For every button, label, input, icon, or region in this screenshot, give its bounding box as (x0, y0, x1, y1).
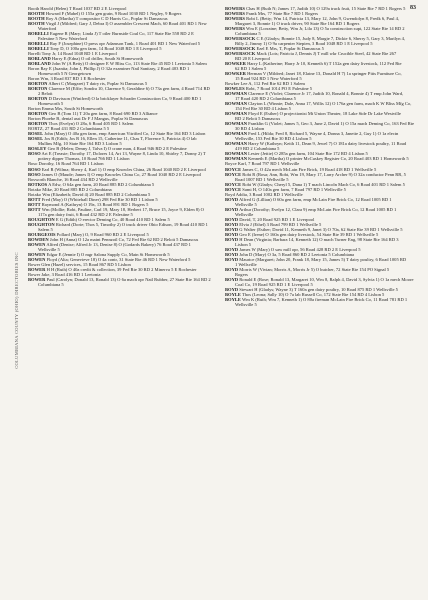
directory-entry: BORLAND John W (A Betty) O designer E W Bliss Co, 113 State Rte 45 RD 1 Leetonia 5 Salem (28, 61, 207, 67)
directory-entry: BOWERS Chas H (Ruth N; James 17, Judith 10) O 129a truck fruit, 15 State Rte 7 RD 1 Rogers 5 (225, 6, 406, 11)
directory-entry: BOWMAN Floyd E (Esther) O projectionist Mt Union Theater, 18 Lake Side Dr Lake Westville (225, 111, 401, 117)
directory-entry: BOWMAN Lester (Jettie) O 285a gen farm, 104 State Rte 172 RD 4 Lisbon 5 (225, 151, 368, 157)
directory-entry: BOOTH Virgil J (Mildred; Gary J, Debra I) O assembler Crescent Mach, 60 Road 401 RD 1 New (28, 21, 207, 27)
directory-entry-continued: pottery dipper Thomas, 10 Road 766 RD 1 Lisbon (38, 156, 130, 162)
directory-entry: BOSEL Jos R (Edith; Jos R 16, Ellen 15, Catherine 11, Chas T, Florence 5, Patricia 4) O lab (28, 136, 197, 142)
directory-entry: BORTON Geo B (Tom 11) T 20a gen farm, 8 Road 690 RD 3 Alliance (28, 111, 158, 117)
directory-entry: BOSO Earl R (Wilma; Sherry 4, Karl 1) O emp Knowles China, 26 Road 1040 RD 2 E Liverpool (28, 166, 206, 172)
side-margin-text (11, 80, 21, 540)
right-column (225, 6, 417, 307)
directory-entry-continued: 419 RD 2 Columbiana 5 (235, 146, 280, 152)
directory-entry: Borelli Tony Jr, 14 Road 1048 RD 1 E Liverpool (28, 51, 117, 57)
directory-entry: Boyce Karl, 7 Road 797 RD 1 Wellsville (225, 161, 300, 167)
directory-entry-continued: Homeworth 5 N Georgetown (38, 71, 92, 77)
directory-entry-continued: 117a gen dairy fruit, 6 Road 432 RD 2 E Palestine 5 (38, 211, 133, 217)
directory-entry: BOWEN Edgar E (Jennie I) O mgr Salona Supply Co, Main St Homeworth 5 (28, 251, 170, 257)
directory-entry-continued: RD 2 Beloit 5 Damascus (235, 116, 281, 122)
directory-entry: Boron Ray E (Juanita; John J, Phillip J) O 32a examiner Natl Sanitary, 2 Road 403 RD 1 (28, 66, 190, 72)
directory-entry: BOSO James O (Maude; James I) O emp Knowles China Co, 27 Road 1040 RD 2 E Liverpool (28, 171, 202, 177)
directory-entry: BOWERS Wm E (Lorraine; Betty, Wm Jr, Lila 13) O 5a construction supt, 122 State Rte 14 RD 2 (225, 26, 405, 32)
directory-entry: BOYD Arthur (Dorothy; Evelyn 12, Clara 9) emp McLain Fire Brick Co, 12 Road 1005 RD 1 (225, 206, 397, 212)
directory-entry: BOWMAN Kenneth E (Martha) O printer McCuskey Register Co, 20 Road 403 RD 1 Homeworth 5 (225, 156, 409, 162)
directory-entry-continued: Wellsville, 153 Fed Rte 30 RD 4 Lisbon 5 (235, 136, 312, 142)
directory-entry: BOYD John D (Mary) O 3a, 5 Road 860 RD 2 Leetonia 5 Columbiana (225, 251, 355, 257)
directory-entry: BOTKOS A Edw, O 64a gen farm, 20 Road 885 RD 2 Columbiana 5 (28, 181, 155, 187)
directory-entry-continued: 30 RD 4 Lisbon (235, 126, 265, 132)
directory-entry-continued: 154 Fed Rte 30 RD 4 Lisbon 5 (235, 106, 291, 112)
directory-entry: Boso Dorothy, 16 Road 764 RD 1 Lisbon (28, 161, 104, 167)
directory-entry: BOYCE Robt R (Rosa; Ann, Robt, Wm 19, Mary 17, Larry Archer 9) O 32a conductor Penn RR, 5 (225, 171, 406, 177)
directory-entry: BOYD Stewart H (Gladys; Wayne 3) T 160a gen dairy poultry, 10 Road 875 RD 1 Wellsville 5 (225, 286, 398, 292)
directory-entry: Bowker Lee A, 112 Fed Rte 62 RD 1 Salem (225, 81, 305, 87)
left-column (28, 6, 218, 287)
directory-entry-continued: 17 Road 420 RD 2 Columbiana 5 (235, 96, 296, 102)
directory-entry-continued: Homeworth 5 (38, 101, 64, 107)
directory-entry-continued: Rogers (235, 271, 248, 277)
directory-entry: Booth Harold (Helen) T Road 1037 RD 2 E Liverpool (28, 6, 127, 11)
directory-entry: BOWDEN John H (Anna) O 12a maint Pennzoil Co, 72 Fed Rte 62 RD 2 Beloit 5 Damascus (28, 236, 199, 242)
directory-entry: BOWERS Frank Mrs, 77 State Rte 7 RD 1 Rogers (225, 11, 318, 17)
directory-entry-continued: Mullins Mfg, 10 State Rte 164 RD 3 Lisbon 5 (38, 141, 122, 147)
directory-entry: BOYD Geo E (Irene) O 160a gen dairy livestock, 54 State Rte 39 RD 1 Wellsville 5 (225, 231, 379, 237)
directory-entry: BOTT Raymond A (Kathryn) O 19a, 13 Road 891 RD 1 Rogers 5 (28, 201, 149, 207)
directory-entry-continued: Lisbon 5 (235, 241, 252, 247)
directory-entry-continued: Wellsville (235, 211, 254, 217)
directory-entry-continued: Palestine 5 New Waterford (38, 36, 87, 42)
directory-entry-continued: Billy 2, Jimmy 1) O 9a carpenter Stepien, 3 Road 1048 RD 1 E Liverpool 5 (235, 41, 373, 47)
directory-entry-continued: RD 20 E Liverpool (235, 56, 270, 62)
directory-entry: BOSEL John (Mary) O 40a gen farm, emp American Vitrified Co, 12 State Rte 164 RD 3 Lisbon (28, 131, 206, 137)
directory-entry: BOYCE Robt W (Gladys; Cheryl 5, Dana 1) T mach Lincoln Mach Co, 6 Road 401 RD 1 Salem 5 (225, 181, 405, 187)
directory-entry: Boyd Addia, 3 Road 1002 RD 1 Wellsville (225, 191, 303, 197)
directory-entry: BOYD David, T, 20 Road 925 RD 1 E Liverpool (225, 216, 315, 222)
directory-entry: BOYD Maurice (Margaret; John 20, Frank 18, Mary 15, James 5) T dairy poultry, 6 Road 1005 RD (225, 256, 407, 262)
directory-entry: Borton Emma Mrs, South St Homeworth (28, 106, 103, 112)
directory-entry: BOYD James W (Mary) O saw mill opr, 56 Road 428 RD 2 E Liverpool 5 (225, 246, 361, 252)
directory-entry: BOYD Elvia J (Ethel) 3 Road 799 RD 1 Wellsville 5 (225, 221, 322, 227)
directory-entry: BOWMAN Clarence E (Violet; Clarence Jr 17, Judith 10, Ronald 4, Bonnie 4) T emp John Ward, (225, 91, 404, 97)
directory-entry: BOWKER Herman V (Mildred; Janet 18, Elaine 13, Donald H 7) 1a springer Pitts Furniture Co, (225, 71, 402, 77)
directory-entry: BOUGHTON E G (Edith) O erector Deming Co, 40 Road 410 RD 1 Salem 5 (28, 216, 170, 222)
directory-entry: BOWEN Floyd (Alta; Genevieve 18) O 4a contr, 31 State Rte 46 RD 1 New Waterford 5 (28, 256, 191, 262)
directory-entry: BORTZ, 27 Road 431 RD 2 Columbiana 5 5 (28, 126, 110, 132)
directory-entry: Botako Wm (Elizabeth; David 4) 20 Road 885 RD 2 Columbiana 5 (28, 191, 151, 197)
directory-entry: BOWMAN Clayton L (Winnie; Dale, Anna 17, Willis 12) O 176a gen farm, mach K W Bliss Mfg Co, (225, 101, 412, 107)
directory-entry-continued: Columbiana 5 (38, 281, 64, 287)
directory-entry: BOWKER Harry L (Katherine; Harry Jr 10, Kenneth 6) T 152a gen dairy livestock, 112 Fed Rte (225, 61, 402, 67)
directory-entry: BORTON D Davisson (Winifred) O la bricklayer Schrader Construction Co, 9 Road 400 RD 1 (28, 96, 202, 102)
directory-entry: BOWMAN Franklin G (Violet; James 5, Geo 3, June 2, David 1) O 15a mach Deming Co, 163 Fed Rte (225, 121, 415, 127)
directory-entry: BOYD G Walter (Esther; David 11, Kenneth 9, Janet 3) O 70a, 62 State Rte 39 RD 1 Wellsville 5 (225, 226, 403, 232)
directory-entry: BOTT Fred (May) O (Whitehall Diner) 298 Fed Rte 30 RD 1 Lisbon 5 (28, 196, 158, 202)
directory-entry: BOSO Art E (Treasie; Dorothy 17, Dolores 14, Art 13, Wayne 8, Linda 10, Shirley 7, Donny 2) T (28, 151, 206, 157)
directory-entry: BOURGEOIS Pollard (Mary) O, 9 Road 960 RD 2 E Liverpool 5 (28, 231, 149, 237)
directory-entry: BOWERSOCK Mack (Lois; Patricia J, Dennis J) T mill wkr Crucible Steel, 42 State Rte 267 (225, 51, 397, 57)
directory-entry-continued: Road 1007 RD 1 Wellsville 5 (235, 176, 289, 182)
directory-entry: BOOTH Howard F (Mabel) O 155a gen grain, 9 Road 1030 RD 1 Negley, 9 Rogers (28, 11, 182, 17)
directory-entry-continued: 62 RD 1 Salem 5 (235, 66, 267, 72)
page-number: 83 (410, 5, 416, 11)
directory-entry-continued: Columbiana 5 (235, 31, 261, 37)
directory-entry: Boron Wm, 3 Road 837 RD 1 E Rochester (28, 76, 106, 82)
directory-entry: BOWMAN Fred L (Hilda; Fred 8, Richard 5, Wayne 4, Donna 3, Janette 2, Guy 1) O 1a electn (225, 131, 399, 137)
directory-entry: BOYD Alfred G (Lillian) O 60a gen farm, emp McLain Fire Brick Co, 12 Road 1005 RD 1 (225, 196, 392, 202)
directory-entry: BOYD Morris W (Vivian; Morris A, Morris Jr 5) O butcher, 72 State Rte 154 PO Signal 5 (225, 266, 390, 272)
side-label: COLUMBIANA COUNTY (OHIO) DIRECTORIES INC (13, 251, 19, 369)
directory-entry: Borton Phoebe B, dental asst Dr F J Mangus, Poplar St Damascus (28, 116, 148, 122)
directory-entry: BOWLES Robt, 7 Road 1014 PO E Palestine 5 (225, 86, 313, 92)
directory-entry: BOWMAN Harry W (Kathryn; Keith 11, Dean 9, Jewel 7) O 181a dairy livestock poultry, 11 Road (225, 141, 407, 147)
directory-entry: BOYD Ronald E (Rose; Ronald 13, Margaret 10, Wm 8, Ralph 4, David 3, Sylvia 1) O 1a mech Moore (225, 276, 414, 282)
directory-entry-continued: Margaret 3, Bonnie 1) O truck driver, 90 State Rte 164 RD 1 Rogers (235, 21, 360, 27)
directory-entry: BOYCE Sami H, O 140a gen farm, 7 Road 797 RD 1 Wellsville 5 (225, 186, 346, 192)
directory-entry: BOWERSOCK C E (Gladys; Bonnie 15, Judy 8, Margie 7, Dickie 6, Sherry 5, Gary 3, Marilyn 4, (225, 36, 406, 42)
directory-entry: Bosworth Blanche, 16 Road 434 RD 2 Wellsville (28, 176, 118, 182)
directory-entry: BORTON Thos (Evelyn) O 28a, 6 Road 405 RD 1 Salem (28, 121, 134, 127)
directory-entry: BOWEN Alfred (Denise; Alfred Jr 13, Denise 8) O (Godards Bakery) 76 Road 437 RD 1 (28, 241, 191, 247)
directory-entry: BOWERS Robt L (Betty; Wm 14, Patricia 13, Mary 12, John 9, Gwendolyn 8, Fredk 6, Paul 4, (225, 16, 400, 22)
directory-entry: BORELLI Tony D, O 100a gen farm, 14 Road 1048 RD 1 E Liverpool 5 (28, 46, 162, 52)
directory-entry: BOSLEY Geo B (Helen; Denny J, Talva I) O crane man, 4 Road 946 RD 2 E Palestine (28, 146, 187, 152)
directory-entry: BOWER H H (Ruth) O 40a credit & collection, 39 Fed Rte 30 RD 2 Minerva 5 E Rochester (28, 266, 197, 272)
directory-entry: BORTON Albert C (Margaret) T dairy rts, Poplar St Damascus 5 (28, 81, 148, 87)
directory-entry-continued: Wellsville 5 (235, 301, 257, 307)
directory-entry: BORLAND Harry E (Edna) O oil driller, South St Homeworth (28, 56, 144, 62)
directory-entry: BOWER Paul (Carolyn; Donald 13, Ronald 13) O 6a mach opr Natl Rubber, 27 State Rte 164 RD 2 (28, 276, 211, 282)
directory-entry: BORELLI Ray F (Josephine) O press opr Adamson Tank, 1 Road 401 RD 1 New Waterford 5 (28, 41, 201, 47)
directory-entry: Bower Jake, 3 Road 416 RD 1 Leetonia (28, 271, 101, 277)
directory-entry-continued: 15 Road 924 RD 1 New Waterford 5 (235, 76, 302, 82)
directory-entry: BORTON Clarence M (Effie; Sondra 10, Clarence 9, Geraldine 6) O 73a gen farm, 4 Road 714 RD (28, 86, 210, 92)
directory-entry: BOYCE James C, O 42a mech McLain Fire Brick, 19 Road 418 RD 1 Wellsville 5 (225, 166, 377, 172)
directory-entry-continued: Waterford (38, 26, 57, 32)
directory-entry: BOYD H Dean (Virginia; Barbara 14, Kenneth 12) O mach Turner Eng, 98 State Rte 164 RD 3 (225, 236, 399, 242)
directory-entry: BORELLI Eugene R (Mary; Linda J) T oiler Burnside Coal Co, 117 State Rte 558 RD 2 E (28, 31, 194, 37)
directory-entry-continued: 1 Wellsville (235, 261, 257, 267)
directory-entry-continued: 2 Beloit (38, 91, 53, 97)
directory-entry: BOYLE Wm K (Ruth; Wm 7, Kenneth 1) O 80a fireman McLain Fire Brick Co, 11 Road 781 RD 1 (225, 296, 408, 302)
directory-entry-continued: Wellsville 5 (38, 246, 60, 252)
directory-entry: Botako Mike, 20 Road 885 RD 2 Columbiana (28, 186, 112, 192)
directory-entry: Bower Glen (Hazel) services, 15 Road 867 RD 5 Lisbon (28, 261, 131, 267)
directory-entry: BOWERSOCK Ezel E Mrs, T, Poplar St Damascus 5 (225, 46, 324, 52)
directory-entry: BOUGHTON Richard (Dorie; Thos 5, Timothy 2) O truck driver Ohio Edison, 19 Road 410 RD 1 (28, 221, 208, 227)
directory-entry: BOTT Wm (Mollie; Robt, Pauline, Carl 19, Mary 18, Herbert 17, Bruce 15, Joyce 9, Elden 8) O (28, 206, 204, 212)
directory-entry-continued: Coal Co, 19 Road 925 RD 1 E Liverpool 5 (235, 281, 313, 287)
directory-entry-continued: Salem 5 (38, 226, 53, 232)
directory-entry: BOYLE Thos (Leona; Sally 10) O 7a lab Russell Co, 172 State Rte 154 RD 4 Lisbon 5 (225, 291, 385, 297)
directory-entry: BOOTH Roy A (Martha) T compositor C D Harris Co., Poplar St Damascus (28, 16, 168, 22)
directory-entry-continued: Wellsville 5 (235, 201, 257, 207)
